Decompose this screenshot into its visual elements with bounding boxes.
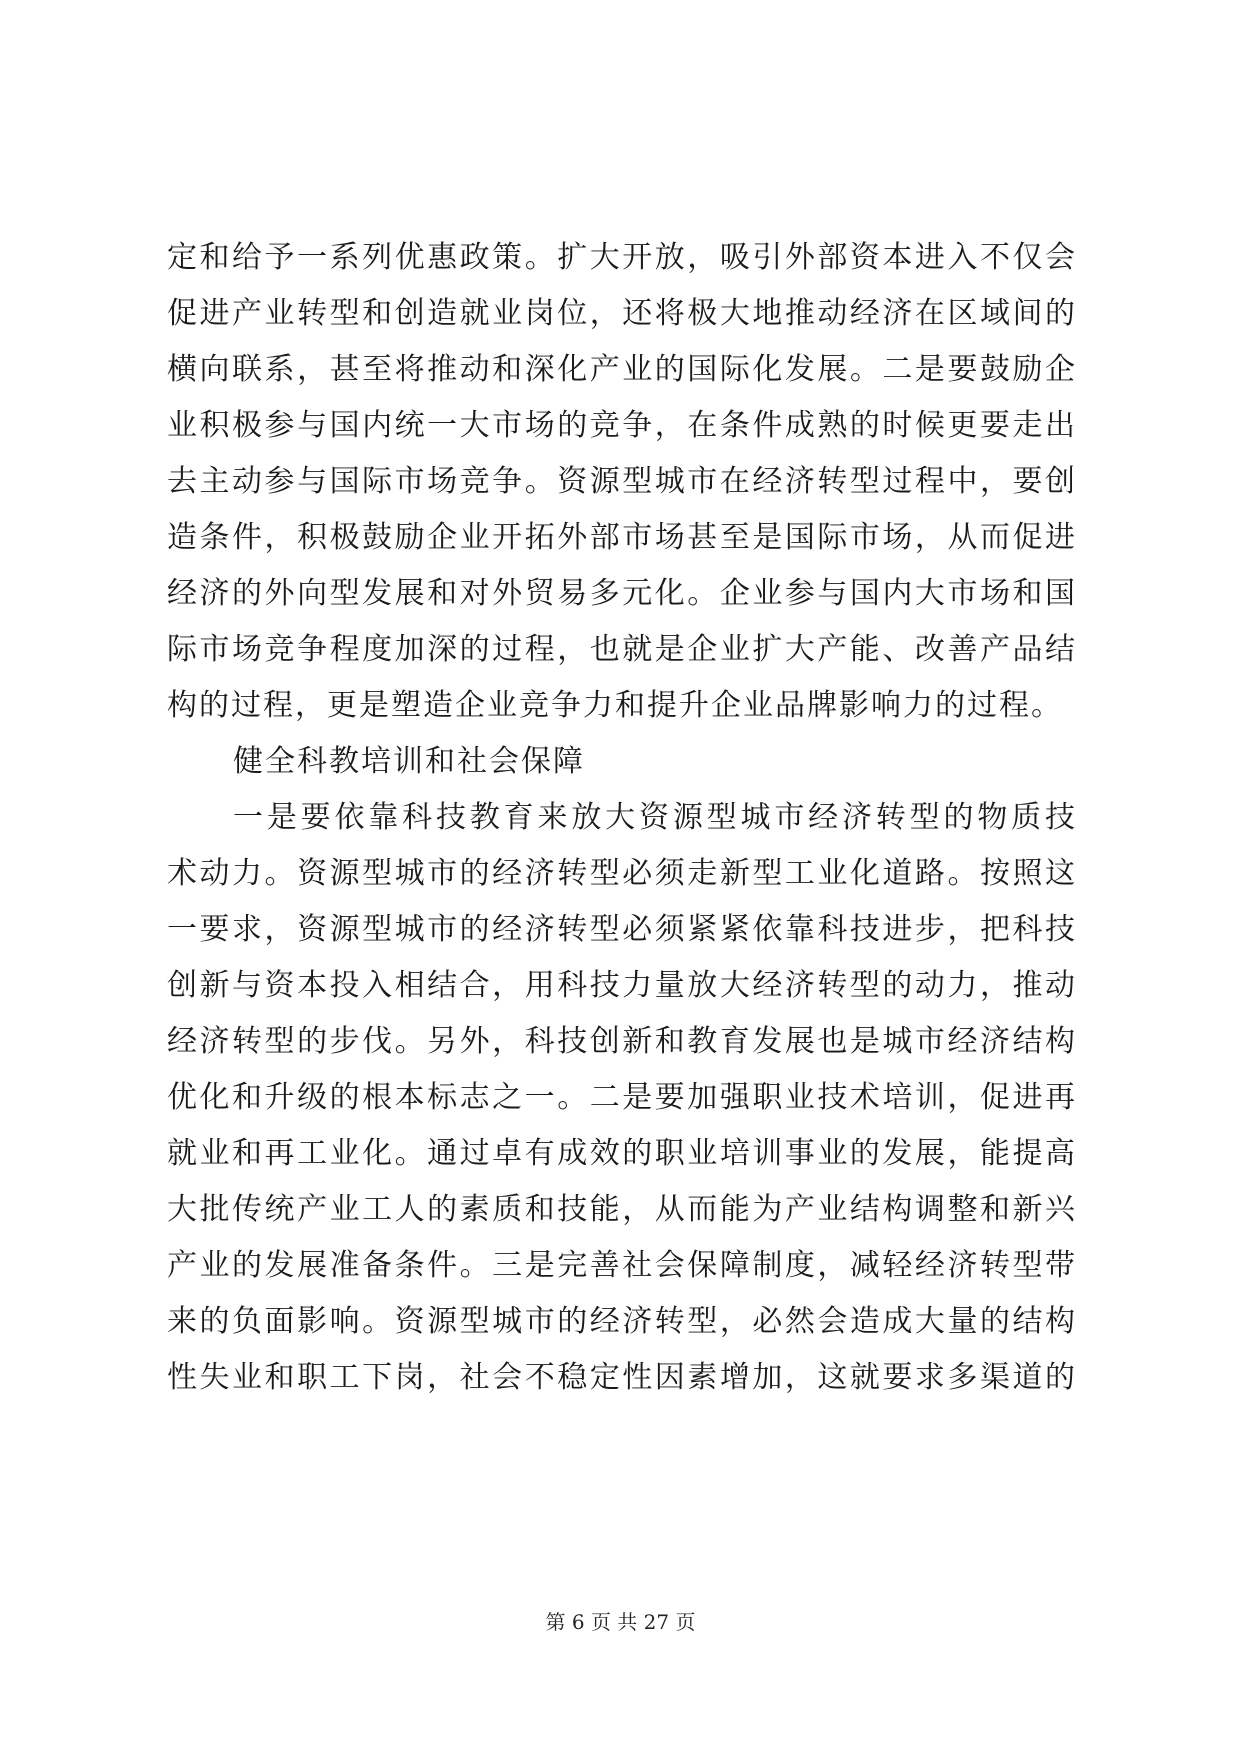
text-line: 性失业和职工下岗，社会不稳定性因素增加，这就要求多渠道的: [167, 1360, 1077, 1395]
text-line: 去主动参与国际市场竞争。资源型城市在经济转型过程中，要创: [167, 464, 1077, 499]
page-number-footer: 第 6 页 共 27 页: [545, 1610, 696, 1634]
text-line: 横向联系，甚至将推动和深化产业的国际化发展。二是要鼓励企: [167, 352, 1077, 387]
text-line: 来的负面影响。资源型城市的经济转型，必然会造成大量的结构: [167, 1304, 1077, 1339]
text-line: 际市场竞争程度加深的过程，也就是企业扩大产能、改善产品结: [167, 632, 1077, 667]
text-line: 经济的外向型发展和对外贸易多元化。企业参与国内大市场和国: [167, 576, 1077, 611]
text-line: 构的过程，更是塑造企业竞争力和提升企业品牌影响力的过程。: [167, 688, 1063, 723]
text-line: 产业的发展准备条件。三是完善社会保障制度，减轻经济转型带: [167, 1248, 1077, 1283]
text-line: 一要求，资源型城市的经济转型必须紧紧依靠科技进步，把科技: [167, 912, 1077, 947]
text-line: 定和给予一系列优惠政策。扩大开放，吸引外部资本进入不仅会: [167, 240, 1077, 275]
text-line: 就业和再工业化。通过卓有成效的职业培训事业的发展，能提高: [167, 1136, 1077, 1171]
text-line: 促进产业转型和创造就业岗位，还将极大地推动经济在区域间的: [167, 296, 1077, 331]
text-line: 经济转型的步伐。另外，科技创新和教育发展也是城市经济结构: [167, 1024, 1077, 1059]
text-line: 术动力。资源型城市的经济转型必须走新型工业化道路。按照这: [167, 856, 1077, 891]
text-line: 大批传统产业工人的素质和技能，从而能为产业结构调整和新兴: [167, 1192, 1077, 1227]
body-text: [167, 230, 1077, 1406]
text-line: 造条件，积极鼓励企业开拓外部市场甚至是国际市场，从而促进: [167, 520, 1077, 555]
text-line: 一是要依靠科技教育来放大资源型城市经济转型的物质技: [233, 800, 1077, 835]
section-heading: 健全科教培训和社会保障: [233, 744, 585, 779]
text-line: 优化和升级的根本标志之一。二是要加强职业技术培训，促进再: [167, 1080, 1077, 1115]
text-line: 创新与资本投入相结合，用科技力量放大经济转型的动力，推动: [167, 968, 1077, 1003]
text-line: 业积极参与国内统一大市场的竞争，在条件成熟的时候更要走出: [167, 408, 1077, 443]
